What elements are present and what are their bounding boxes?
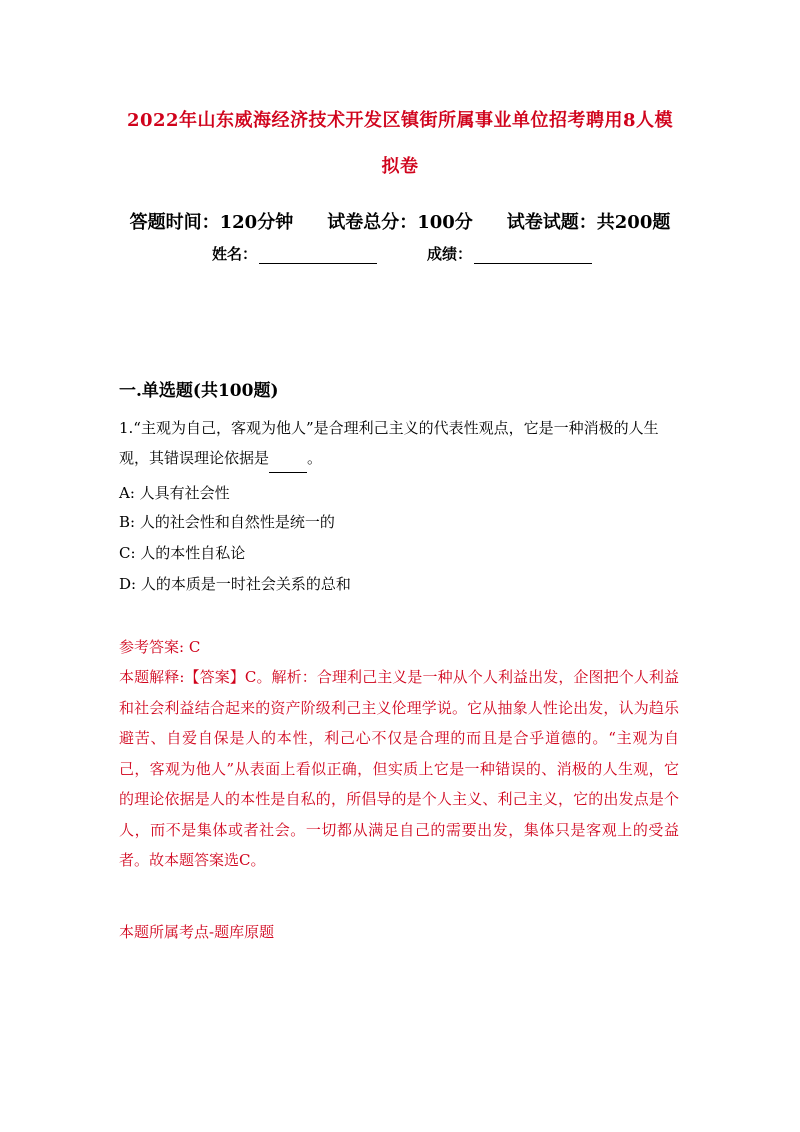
option-d: D: 人的本质是一时社会关系的总和 [119,575,351,593]
exam-total-score: 试卷总分：100分 [327,212,473,233]
name-blank [259,245,377,264]
question-stem: 1.“主观为自己，客观为他人”是合理利己主义的代表性观点，它是一种消极的人生观，其错误理论依据是 [119,419,659,467]
exam-meta [100,208,700,234]
name-label: 姓名： [212,245,258,263]
grade-label: 成绩： [427,245,473,263]
option-c: C: 人的本性自私论 [119,544,246,562]
option-a: A: 人具有社会性 [119,484,230,502]
answer-explanation: 本题解释:【答案】C。解析：合理利己主义是一种从个人利益出发，企图把个人利益和社会利益结合起来的资产阶级利己主义伦理学说。它从抽象人性论出发，认为趋乐避苦、自爱自保是人的本性，利己心不仅是合理的而且是合乎道德的。“主观为自己，客观为他人”从表面上看似正确，但实质上它是一种错误的、消极的人生观，它的理论依据是人的本性是自私的，所倡导的是个人主义、利己主义，它的出发点是个人，而不是集体或者社会。一切都从满足自己的需要出发，集体只是客观上的受益者。故本题答案选C。 [119,668,679,869]
grade-blank [474,245,592,264]
name-grade-row [212,243,592,264]
answer-blank [269,455,307,473]
exam-question-count: 试卷试题：共200题 [506,212,671,233]
section-heading: 一.单选题(共100题) [119,381,279,401]
exam-title-line1: 2022年山东威海经济技术开发区镇街所属事业单位招考聘用8人模 [126,110,674,131]
reference-answer: 参考答案: C [119,638,201,656]
exam-title [100,98,700,190]
exam-title-line2: 拟卷 [381,156,419,177]
question-text [119,413,679,473]
option-b: B: 人的社会性和自然性是统一的 [119,513,335,531]
exam-time: 答题时间：120分钟 [129,212,294,233]
question-source: 本题所属考点-题库原题 [119,923,275,941]
question-stem-end: 。 [307,449,323,467]
